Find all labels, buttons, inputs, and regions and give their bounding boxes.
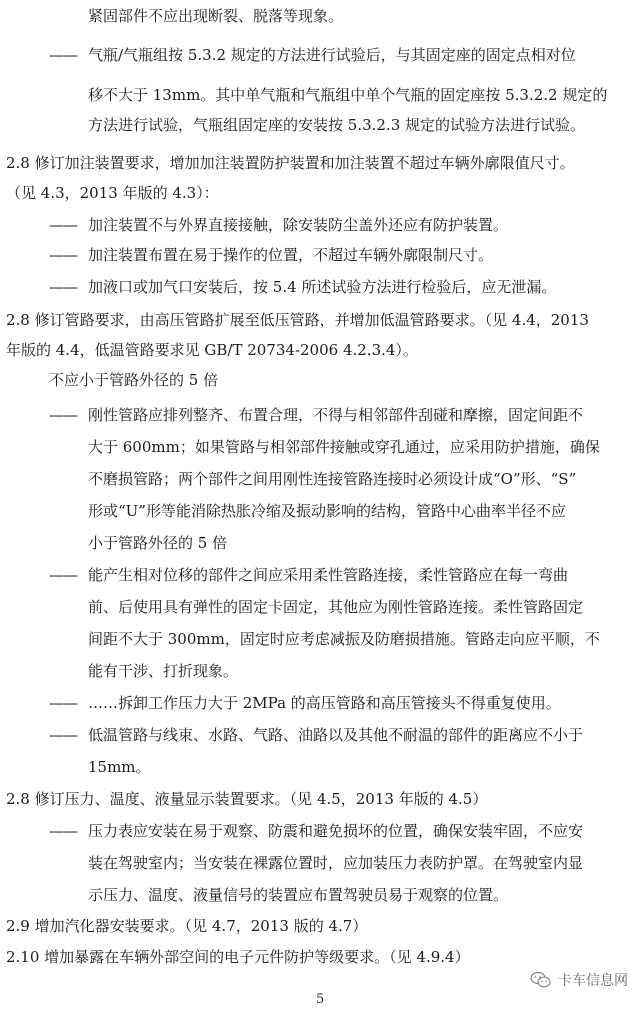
text-line: 示压力、温度、液量信号的装置应布置驾驶员易于观察的位置。 — [88, 886, 509, 904]
text-line: 低温管路与线束、水路、气路、油路以及其他不耐温的部件的距离应不小于 — [88, 726, 584, 744]
dash-marker: —— — [49, 216, 77, 234]
text-line: 装在驾驶室内；当安装在裸露位置时，应加装压力表防护罩。在驾驶室内显 — [88, 854, 584, 872]
text-line: 年版的 4.4，低温管路要求见 GB/T 20734-2006 4.2.3.4）。 — [6, 341, 418, 359]
text-line: ……拆卸工作压力大于 2MPa 的高压管路和高压管接头不得重复使用。 — [88, 694, 561, 712]
text-line: 方法进行试验，气瓶组固定座的安装按 5.3.2.3 规定的试验方法进行试验。 — [88, 116, 586, 134]
text-line: 15mm。 — [88, 758, 151, 776]
text-line: 小于管路外径的 5 倍 — [88, 534, 228, 552]
dash-marker: —— — [49, 246, 77, 264]
section-heading: 2.8 修订加注装置要求，增加加注装置防护装置和加注装置不超过车辆外廓限值尺寸。 — [6, 154, 575, 172]
dash-marker: —— — [49, 46, 77, 64]
page-number: 5 — [316, 992, 325, 1007]
text-line: （见 4.3，2013 年版的 4.3）： — [6, 184, 219, 202]
text-line: 大于 600mm；如果管路与相邻部件接触或穿孔通过，应采用防护措施，确保 — [88, 438, 600, 456]
text-line: 加注装置不与外界直接接触，除安装防尘盖外还应有防护装置。 — [88, 216, 509, 234]
section-heading: 2.8 修订压力、温度、液量显示装置要求。（见 4.5，2013 年版的 4.5） — [6, 790, 488, 808]
text-line: 加液口或加气口安装后，按 5.4 所述试验方法进行检验后，应无泄漏。 — [88, 278, 557, 296]
wechat-icon — [530, 971, 552, 989]
text-line: 气瓶/气瓶组按 5.3.2 规定的方法进行试验后，与其固定座的固定点相对位 — [88, 46, 576, 64]
text-line: 形或“U”形等能消除热胀冷缩及振动影响的结构，管路中心曲率半径不应 — [88, 502, 566, 520]
section-heading: 2.10 增加暴露在车辆外部空间的电子元件防护等级要求。（见 4.9.4） — [6, 948, 470, 966]
dash-marker: —— — [49, 694, 77, 712]
watermark — [530, 970, 628, 990]
text-line: 移不大于 13mm。其中单气瓶和气瓶组中单个气瓶的固定座按 5.3.2.2 规定的 — [88, 86, 608, 104]
text-line: 刚性管路应排列整齐、布置合理，不得与相邻部件刮碰和摩擦，固定间距不 — [88, 406, 584, 424]
section-heading: 2.8 修订管路要求，由高压管路扩展至低压管路，并增加低温管路要求。（见 4.4，2013 — [6, 311, 589, 329]
dash-marker: —— — [49, 406, 77, 424]
text-line: 能有干涉、打折现象。 — [88, 662, 239, 680]
text-line: 不磨损管路；两个部件之间用刚性连接管路连接时必须设计成“O”形、“S” — [88, 470, 577, 488]
text-line: 不应小于管路外径的 5 倍 — [49, 371, 219, 389]
dash-marker: —— — [49, 566, 77, 584]
text-line: 加注装置布置在易于操作的位置，不超过车辆外廓限制尺寸。 — [88, 246, 494, 264]
dash-marker: —— — [49, 822, 77, 840]
section-heading: 2.9 增加汽化器安装要求。（见 4.7，2013 版的 4.7） — [6, 917, 368, 935]
text-line: 紧固部件不应出现断裂、脱落等现象。 — [88, 7, 344, 25]
text-line: 间距不大于 300mm，固定时应考虑减振及防磨损措施。管路走向应平顺，不 — [88, 630, 600, 648]
dash-marker: —— — [49, 726, 77, 744]
text-line: 压力表应安装在易于观察、防震和避免损坏的位置，确保安装牢固，不应安 — [88, 822, 584, 840]
text-line: 能产生相对位移的部件之间应采用柔性管路连接，柔性管路应在每一弯曲 — [88, 566, 569, 584]
text-line: 前、后使用具有弹性的固定卡固定，其他应为刚性管路连接。柔性管路固定 — [88, 598, 584, 616]
dash-marker: —— — [49, 278, 77, 296]
watermark-text: 卡车信息网 — [558, 973, 628, 989]
